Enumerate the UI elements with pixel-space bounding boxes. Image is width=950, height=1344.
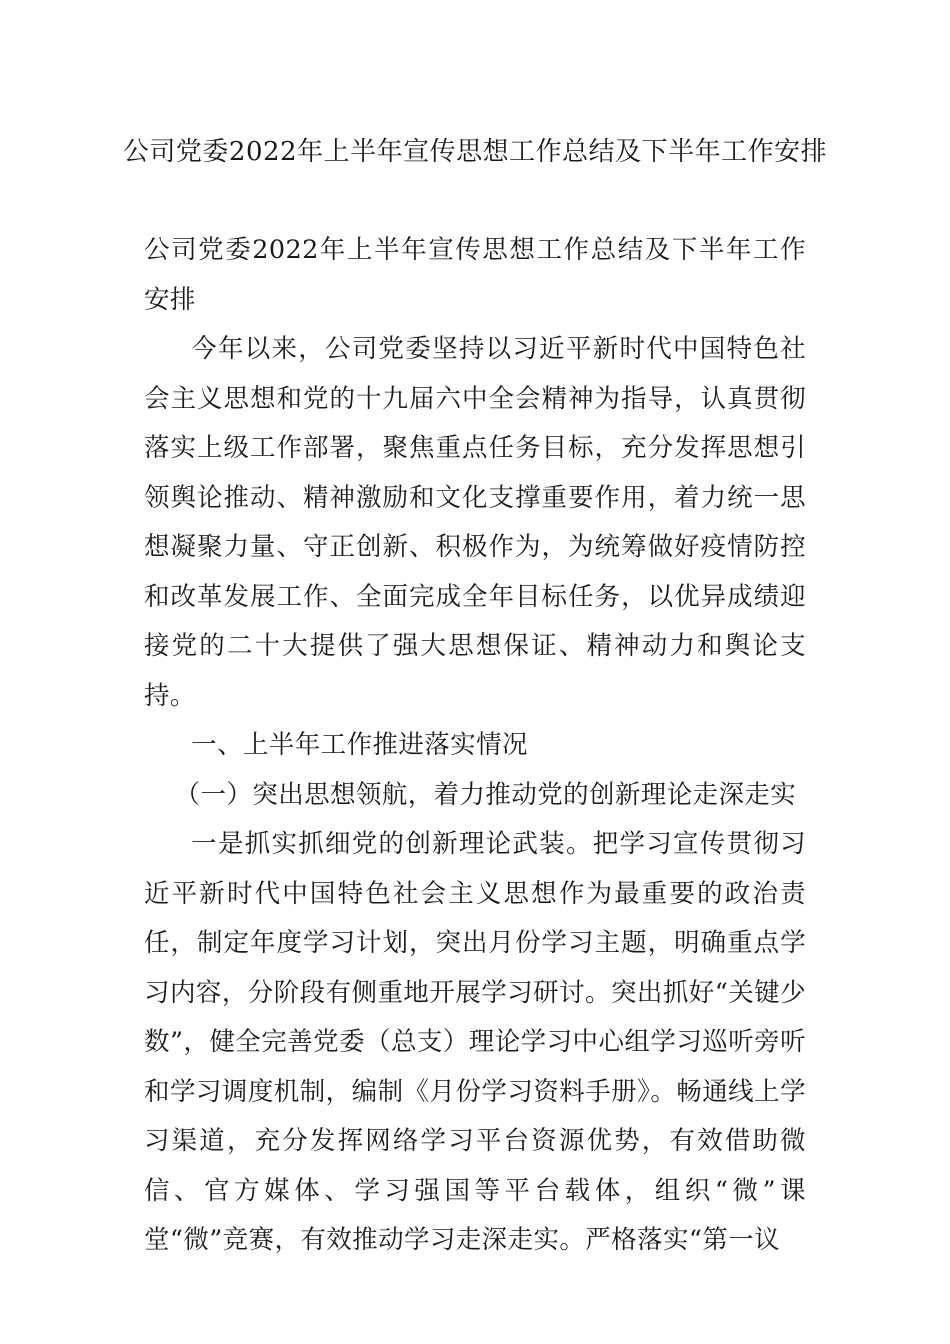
document-title: 公司党委2022年上半年宣传思想工作总结及下半年工作安排	[122, 137, 828, 167]
document-body	[144, 226, 806, 1266]
body-paragraph: 一是抓实抓细党的创新理论武装。把学习宣传贯彻习近平新时代中国特色社会主义思想作为最重要的政治责任，制定年度学习计划，突出月份学习主题，明确重点学习内容，分阶段有侧重地开展学习研讨。突出抓好“关键少数”，健全完善党委（总支）理论学习中心组学习巡听旁听和学习调度机制，编制《月份学习资料手册》。畅通线上学习渠道，充分发挥网络学习平台资源优势，有效借助微信、官方媒体、学习强国等平台载体，组织“微”课堂“微”竞赛，有效推动学习走深走实。严格落实“第一议	[144, 829, 806, 1255]
intro-paragraph: 今年以来，公司党委坚持以习近平新时代中国特色社会主义思想和党的十九届六中全会精神为指导，认真贯彻落实上级工作部署，聚焦重点任务目标，充分发挥思想引领舆论推动、精神激励和文化支撑重要作用，着力统一思想凝聚力量、守正创新、积极作为，为统筹做好疫情防控和改革发展工作、全面完成全年目标任务，以优异成绩迎接党的二十大提供了强大思想保证、精神动力和舆论支持。	[144, 334, 806, 711]
subsection-heading: （一）突出思想领航，着力推动党的创新理论走深走实	[174, 779, 797, 810]
document-title-repeat: 公司党委2022年上半年宣传思想工作总结及下半年工作安排	[144, 235, 806, 315]
section-heading: 一、上半年工作推进落实情况	[191, 730, 528, 760]
